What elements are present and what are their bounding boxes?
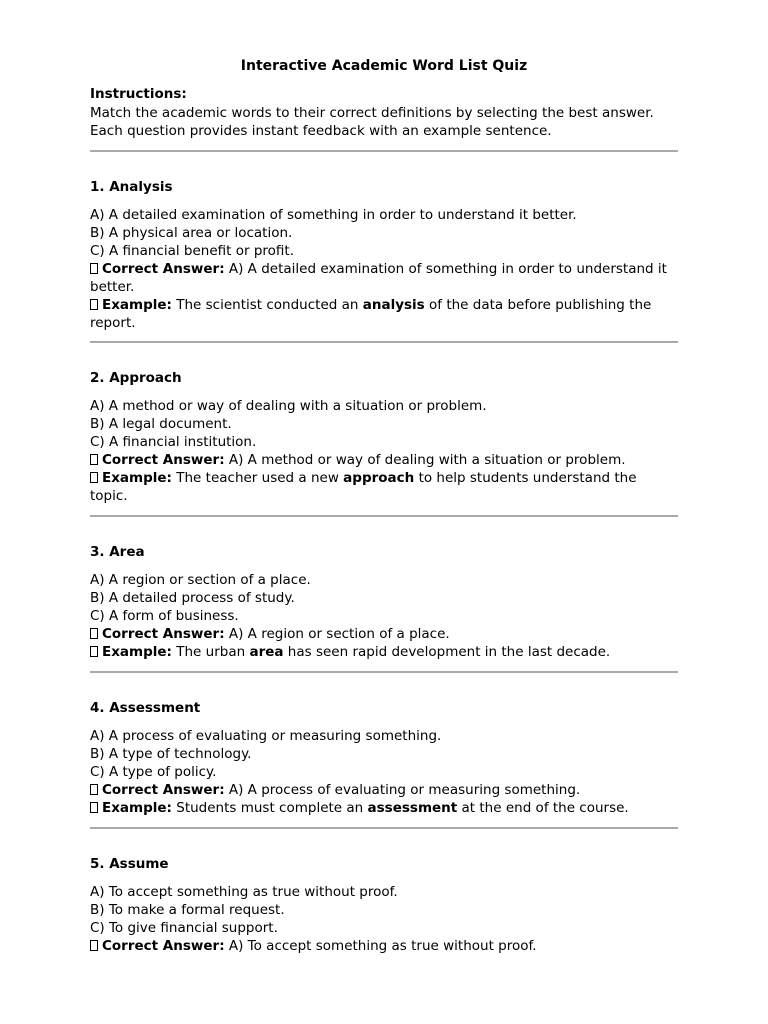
option-a[interactable]: A) To accept something as true without proof. bbox=[90, 884, 398, 900]
example-icon bbox=[90, 802, 98, 813]
example-post: has seen rapid development in the last decade. bbox=[287, 644, 611, 660]
example-keyword: analysis bbox=[362, 297, 425, 313]
divider bbox=[90, 671, 678, 673]
question-5 bbox=[90, 855, 678, 955]
correct-answer-label: Correct Answer: bbox=[102, 452, 225, 468]
instructions-line-1: Match the academic words to their correct definitions by selecting the best answer. bbox=[90, 105, 654, 121]
question-title: 3. Area bbox=[90, 544, 145, 560]
question-2 bbox=[90, 369, 678, 505]
question-title: 5. Assume bbox=[90, 856, 169, 872]
example-pre: The scientist conducted an bbox=[176, 297, 359, 313]
option-c[interactable]: C) A type of policy. bbox=[90, 764, 217, 780]
option-b[interactable]: B) A type of technology. bbox=[90, 746, 252, 762]
correct-answer-text: A) A method or way of dealing with a situation or problem. bbox=[228, 452, 626, 468]
example-sentence bbox=[90, 469, 678, 505]
check-icon bbox=[90, 784, 98, 795]
instructions-text bbox=[90, 104, 690, 140]
option-a[interactable]: A) A detailed examination of something in order to understand it better. bbox=[90, 207, 577, 223]
example-sentence bbox=[90, 799, 678, 817]
example-pre: The urban bbox=[176, 644, 246, 660]
correct-answer-text: A) A detailed examination of something in order to understand it better. bbox=[90, 261, 667, 295]
check-icon bbox=[90, 628, 98, 639]
page-title: Interactive Academic Word List Quiz bbox=[240, 58, 528, 74]
option-b[interactable]: B) To make a formal request. bbox=[90, 902, 285, 918]
correct-answer bbox=[90, 625, 678, 643]
correct-answer-label: Correct Answer: bbox=[102, 261, 225, 277]
question-title: 2. Approach bbox=[90, 370, 182, 386]
correct-answer-text: A) To accept something as true without proof. bbox=[228, 938, 537, 954]
option-a[interactable]: A) A region or section of a place. bbox=[90, 572, 311, 588]
example-sentence bbox=[90, 296, 678, 332]
example-label: Example: bbox=[102, 800, 172, 816]
question-3 bbox=[90, 543, 678, 661]
example-pre: Students must complete an bbox=[176, 800, 364, 816]
example-pre: The teacher used a new bbox=[176, 470, 339, 486]
example-post: at the end of the course. bbox=[461, 800, 629, 816]
example-keyword: assessment bbox=[367, 800, 458, 816]
example-label: Example: bbox=[102, 297, 172, 313]
correct-answer-label: Correct Answer: bbox=[102, 626, 225, 642]
correct-answer bbox=[90, 937, 678, 955]
example-keyword: area bbox=[249, 644, 284, 660]
divider bbox=[90, 150, 678, 152]
example-icon bbox=[90, 299, 98, 310]
option-a[interactable]: A) A method or way of dealing with a situation or problem. bbox=[90, 398, 487, 414]
correct-answer-text: A) A process of evaluating or measuring something. bbox=[228, 782, 581, 798]
option-c[interactable]: C) A financial institution. bbox=[90, 434, 257, 450]
option-b[interactable]: B) A detailed process of study. bbox=[90, 590, 295, 606]
example-icon bbox=[90, 472, 98, 483]
question-4 bbox=[90, 699, 678, 817]
correct-answer bbox=[90, 260, 678, 296]
example-post: to help students understand the topic. bbox=[90, 470, 637, 504]
question-title: 1. Analysis bbox=[90, 179, 173, 195]
divider bbox=[90, 341, 678, 343]
option-a[interactable]: A) A process of evaluating or measuring something. bbox=[90, 728, 442, 744]
divider bbox=[90, 515, 678, 517]
divider bbox=[90, 827, 678, 829]
correct-answer-label: Correct Answer: bbox=[102, 782, 225, 798]
instructions-line-2: Each question provides instant feedback with an example sentence. bbox=[90, 123, 552, 139]
correct-answer bbox=[90, 781, 678, 799]
check-icon bbox=[90, 940, 98, 951]
instructions-heading: Instructions: bbox=[90, 86, 187, 102]
option-c[interactable]: C) To give financial support. bbox=[90, 920, 278, 936]
example-keyword: approach bbox=[343, 470, 415, 486]
option-b[interactable]: B) A physical area or location. bbox=[90, 225, 293, 241]
example-icon bbox=[90, 646, 98, 657]
example-label: Example: bbox=[102, 644, 172, 660]
check-icon bbox=[90, 454, 98, 465]
check-icon bbox=[90, 263, 98, 274]
option-c[interactable]: C) A financial benefit or profit. bbox=[90, 243, 294, 259]
example-sentence bbox=[90, 643, 678, 661]
correct-answer-label: Correct Answer: bbox=[102, 938, 225, 954]
question-title: 4. Assessment bbox=[90, 700, 201, 716]
example-post: of the data before publishing the report. bbox=[90, 297, 652, 331]
correct-answer-text: A) A region or section of a place. bbox=[228, 626, 450, 642]
example-label: Example: bbox=[102, 470, 172, 486]
option-b[interactable]: B) A legal document. bbox=[90, 416, 232, 432]
option-c[interactable]: C) A form of business. bbox=[90, 608, 239, 624]
question-1 bbox=[90, 178, 678, 332]
correct-answer bbox=[90, 451, 678, 469]
